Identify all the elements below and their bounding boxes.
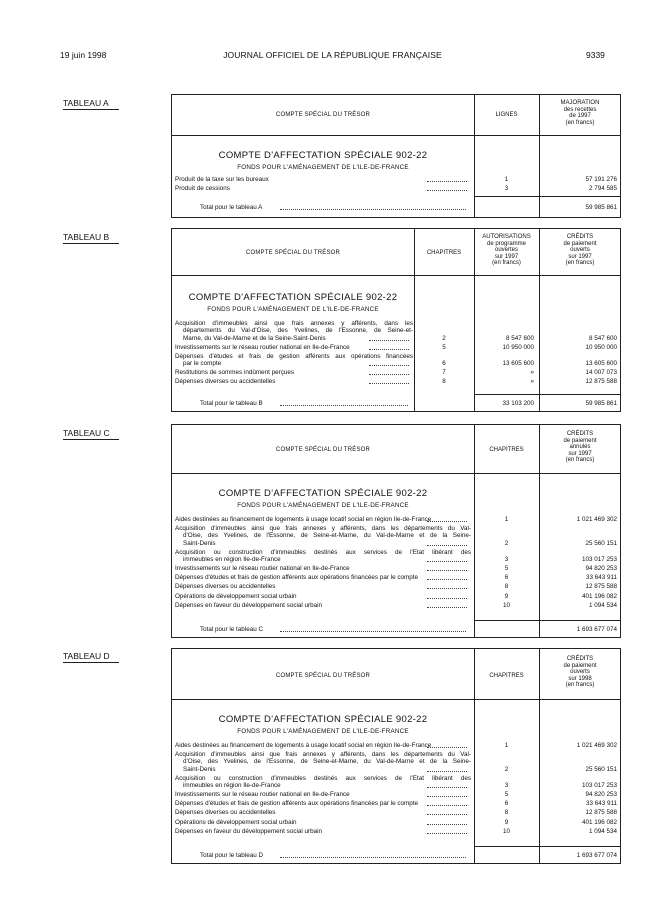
dot-leader [427, 820, 467, 825]
header-line: AUTORISATIONS [482, 234, 531, 240]
header-line: des recettes [563, 106, 597, 113]
dot-leader [369, 336, 409, 341]
header-line: ouverts [570, 669, 590, 676]
compte-special-header: COMPTE SPÉCIAL DU TRÉSOR [275, 447, 371, 453]
table-row [175, 525, 471, 547]
dot-leader [427, 557, 467, 562]
tableau-b-label: TABLEAU B [63, 232, 119, 244]
total-label: Total pour le tableau C [200, 626, 264, 633]
dot-leader [427, 603, 467, 608]
row-value: 14 007 073 [585, 369, 617, 377]
row-label: Opérations de développement social urbain [175, 592, 297, 600]
row-number: 9 [504, 818, 509, 826]
col-majoration-header [539, 100, 621, 126]
header-line: CRÉDITS [566, 234, 594, 240]
row-label: Produit de cessions [175, 185, 230, 193]
table-row [175, 791, 471, 798]
dot-leader [427, 584, 467, 589]
col-chapitres-header: CHAPITRES [426, 250, 462, 256]
row-value: 8 547 600 [505, 334, 534, 342]
row-label: par le compte [183, 360, 222, 368]
total-value: 1 693 677 074 [576, 852, 617, 859]
row-value: » [530, 369, 534, 377]
header-line: sur 1998 [568, 675, 592, 682]
header-line: (en francs) [492, 260, 521, 267]
row-number: 8 [504, 809, 509, 817]
row-label: Dépenses diverses ou accidentelles [175, 583, 276, 591]
table-row [175, 574, 471, 581]
tableau-c-label: TABLEAU C [63, 428, 119, 440]
tableau-d-label: TABLEAU D [63, 651, 119, 663]
dot-leader [427, 177, 467, 182]
compte-special-header: COMPTE SPÉCIAL DU TRÉSOR [275, 673, 371, 679]
table-row [175, 565, 471, 572]
compte-subtitle: FONDS POUR L'AMÉNAGEMENT DE L'ILE-DE-FRANCE [237, 728, 409, 735]
row-label: Investissements sur le réseau routier national en Ile-de-France [175, 565, 350, 573]
total-label: Total pour le tableau A [200, 204, 263, 211]
header-line: ouvertes [494, 247, 518, 254]
row-label: Aides destinées au financement de logements à usage locatif social en région Ile-de-France [175, 742, 432, 749]
tableau-d [171, 648, 621, 864]
table-row [175, 602, 471, 609]
row-label: d'Oise, des Yvelines, de l'Essonne, de Seine-et-Marne, du Val-de-Marne et de la Seine- [183, 532, 471, 540]
table-row [175, 809, 471, 816]
total-value: 33 103 200 [502, 400, 534, 407]
row-value: 12 875 588 [585, 583, 617, 591]
row-label: départements du Val-d'Oise, des Yvelines, de l'Essonne, de Seine-et- [183, 327, 413, 335]
total-value: 59 985 861 [585, 400, 617, 407]
col-credits-header [539, 656, 621, 689]
dot-leader [427, 186, 467, 191]
compte-subtitle: FONDS POUR L'AMÉNAGEMENT DE L'ILE-DE-FRANCE [237, 502, 409, 509]
row-label: Opérations de développement social urbain [175, 818, 297, 826]
table-row [175, 378, 413, 385]
row-value: 25 560 151 [585, 765, 617, 773]
row-number: 10 [502, 827, 510, 835]
row-label: Dépenses diverses ou accidentelles [175, 809, 276, 817]
journal-title: JOURNAL OFFICIEL DE LA RÉPUBLIQUE FRANÇAISE [223, 50, 442, 60]
total-value: 59 985 861 [585, 204, 617, 211]
tableau-b [171, 228, 621, 412]
header-line: de paiement [563, 662, 597, 669]
row-label: immeubles en région Ile-de-France [183, 556, 281, 564]
row-value: 10 950 000 [502, 343, 534, 351]
header-line: annulés [569, 444, 591, 451]
row-number: 5 [504, 791, 509, 799]
row-number: 6 [442, 360, 446, 368]
compte-title: COMPTE D'AFFECTATION SPÉCIALE 902-22 [218, 150, 428, 161]
dot-leader [369, 379, 409, 384]
header-line: CRÉDITS [566, 431, 594, 437]
tableau-a-label: TABLEAU A [63, 98, 119, 110]
row-label: Saint-Denis [183, 765, 216, 773]
row-number: 8 [504, 583, 509, 591]
compte-subtitle: FONDS POUR L'AMÉNAGEMENT DE L'ILE-DE-FRANCE [237, 164, 409, 171]
dot-leader [427, 743, 467, 748]
row-label: Restitutions de sommes indûment perçues [175, 369, 294, 377]
table-row [175, 344, 413, 351]
row-label: Saint-Denis [183, 539, 216, 547]
row-number: 6 [504, 800, 509, 808]
row-value: 8 547 600 [588, 334, 617, 342]
header-line: de paiement [563, 240, 597, 247]
row-value: 103 017 253 [581, 556, 617, 564]
table-row [175, 751, 471, 773]
dot-leader [369, 361, 409, 366]
total-label: Total pour le tableau B [200, 400, 263, 407]
table-row [175, 593, 471, 600]
row-number: 3 [504, 185, 509, 193]
dot-leader [427, 801, 467, 806]
table-row [175, 775, 471, 790]
row-value: 10 950 000 [585, 343, 617, 351]
table-row [175, 800, 471, 807]
compte-special-header: COMPTE SPÉCIAL DU TRÉSOR [245, 250, 341, 256]
dot-leader [427, 792, 467, 797]
col-credits-header [539, 234, 621, 267]
table-row [175, 819, 471, 826]
table-row [175, 828, 471, 835]
dot-leader [427, 810, 467, 815]
table-row [175, 185, 471, 192]
tableau-a [171, 94, 621, 218]
table-row [175, 176, 471, 183]
table-row [175, 516, 471, 523]
row-value: 103 017 253 [581, 782, 617, 790]
row-value: 13 605 600 [585, 360, 617, 368]
dot-leader [427, 594, 467, 599]
header-line: sur 1997 [568, 253, 592, 260]
row-label: Acquisition d'immeubles ainsi que frais annexes y afférents, dans les départements du Val- [175, 525, 471, 533]
header-line: de 1997 [569, 113, 591, 120]
row-label: Acquisition ou construction d'immeubles destinés aux services de l'Etat libérant des [175, 774, 471, 782]
dot-leader [427, 829, 467, 834]
table-row [175, 369, 413, 376]
row-value: 33 643 911 [585, 574, 617, 582]
row-label: Acquisition d'immeubles ainsi que frais annexes y afférents, dans les départements du Val- [175, 751, 471, 759]
row-number: 6 [504, 574, 509, 582]
row-number: 5 [504, 565, 509, 573]
row-label: Dépenses en faveur du développement social urbain [175, 601, 323, 609]
header-line: sur 1997 [568, 450, 592, 457]
dot-leader [427, 767, 467, 772]
header-line: (en francs) [565, 682, 595, 689]
row-number: 1 [504, 742, 509, 749]
compte-special-header: COMPTE SPÉCIAL DU TRÉSOR [275, 112, 371, 118]
table-row [175, 549, 471, 564]
total-label: Total pour le tableau D [200, 852, 264, 859]
compte-title: COMPTE D'AFFECTATION SPÉCIALE 902-22 [218, 714, 428, 725]
row-value: 2 794 585 [588, 185, 617, 193]
dot-leader [280, 627, 466, 632]
table-row [175, 353, 413, 368]
dot-leader [280, 205, 466, 210]
tableau-c [171, 424, 621, 638]
dot-leader [427, 541, 467, 546]
compte-subtitle: FONDS POUR L'AMÉNAGEMENT DE L'ILE-DE-FRANCE [207, 306, 379, 313]
row-value: 94 820 253 [585, 565, 617, 573]
row-label: d'Oise, des Yvelines, de l'Essonne, de Seine-et-Marne, du Val-de-Marne et de la Seine- [183, 758, 471, 766]
dot-leader [280, 853, 466, 858]
col-autorisations-header [474, 234, 539, 267]
row-number: 2 [442, 334, 446, 342]
dot-leader [427, 517, 467, 522]
compte-title: COMPTE D'AFFECTATION SPÉCIALE 902-22 [188, 292, 398, 303]
header-line: de paiement [563, 437, 597, 444]
header-line: (en francs) [565, 260, 595, 267]
row-label: Dépenses d'études et frais de gestion afférents aux opérations financées par le compte [175, 574, 418, 582]
row-number: 3 [504, 556, 509, 564]
row-value: 25 560 151 [585, 539, 617, 547]
row-label: Investissements sur le réseau routier national en Ile-de-France [175, 343, 350, 351]
row-number: 5 [442, 343, 446, 351]
row-label: Dépenses d'études et frais de gestion afférents aux opérations financées [175, 352, 413, 360]
row-value: 1 094 534 [588, 827, 617, 835]
row-label: Acquisition ou construction d'immeubles destinés aux services de l'Etat libérant des [175, 548, 471, 556]
row-number: 9 [504, 592, 509, 600]
header-line: de programme [486, 240, 527, 247]
row-label: Marne, du Val-de-Marne et de la Seine-Saint-Denis [183, 334, 326, 342]
page-number: 9339 [586, 50, 605, 60]
row-label: Acquisition d'immeubles ainsi que frais annexes y afférents, dans les [175, 320, 413, 327]
table-row [175, 320, 413, 342]
row-value: » [530, 378, 534, 386]
header-line: ouverts [570, 247, 590, 254]
dot-leader [427, 566, 467, 571]
row-value: 94 820 253 [585, 791, 617, 799]
row-number: 1 [504, 516, 509, 523]
row-value: 401 196 082 [581, 818, 617, 826]
col-lignes-header: LIGNES [495, 112, 518, 118]
dot-leader [427, 575, 467, 580]
row-label: Produit de la taxe sur les bureaux [175, 176, 269, 183]
row-value: 12 875 588 [585, 378, 617, 386]
row-label: Dépenses diverses ou accidentelles [175, 378, 276, 386]
col-chapitres-header: CHAPITRES [489, 447, 524, 453]
header-line: (en francs) [565, 457, 595, 464]
row-value: 57 191 276 [585, 176, 617, 183]
row-label: Aides destinées au financement de logements à usage locatif social en région Ile-de-France [175, 516, 432, 523]
row-number: 7 [442, 369, 446, 377]
row-value: 1 094 534 [588, 601, 617, 609]
dot-leader [369, 345, 409, 350]
row-label: immeubles en région Ile-de-France [183, 782, 281, 790]
row-label: Dépenses d'études et frais de gestion afférents aux opérations financées par le compte [175, 800, 418, 808]
page-date: 19 juin 1998 [60, 50, 107, 60]
row-value: 33 643 911 [585, 800, 617, 808]
compte-title: COMPTE D'AFFECTATION SPÉCIALE 902-22 [218, 488, 428, 499]
row-number: 10 [502, 601, 510, 609]
col-credits-header [539, 431, 621, 464]
row-value: 13 605 600 [502, 360, 534, 368]
dot-leader [369, 370, 409, 375]
dot-leader [427, 783, 467, 788]
row-label: Investissements sur le réseau routier national en Ile-de-France [175, 791, 350, 799]
dot-leader [280, 401, 408, 406]
row-number: 1 [504, 176, 509, 183]
row-number: 2 [504, 539, 509, 547]
row-label: Dépenses en faveur du développement social urbain [175, 827, 323, 835]
row-number: 3 [504, 782, 509, 790]
table-row [175, 742, 471, 749]
header-line: CRÉDITS [566, 656, 594, 662]
header-line: (en francs) [565, 119, 595, 126]
row-number: 8 [442, 378, 446, 386]
total-value: 1 693 677 074 [576, 626, 617, 633]
header-line: sur 1997 [494, 253, 519, 260]
row-value: 1 021 469 302 [576, 742, 617, 749]
col-chapitres-header: CHAPITRES [489, 673, 524, 679]
header-line: MAJORATION [560, 100, 600, 106]
row-number: 2 [504, 765, 509, 773]
row-value: 1 021 469 302 [576, 516, 617, 523]
row-value: 401 196 082 [581, 592, 617, 600]
row-value: 12 875 588 [585, 809, 617, 817]
table-row [175, 583, 471, 590]
